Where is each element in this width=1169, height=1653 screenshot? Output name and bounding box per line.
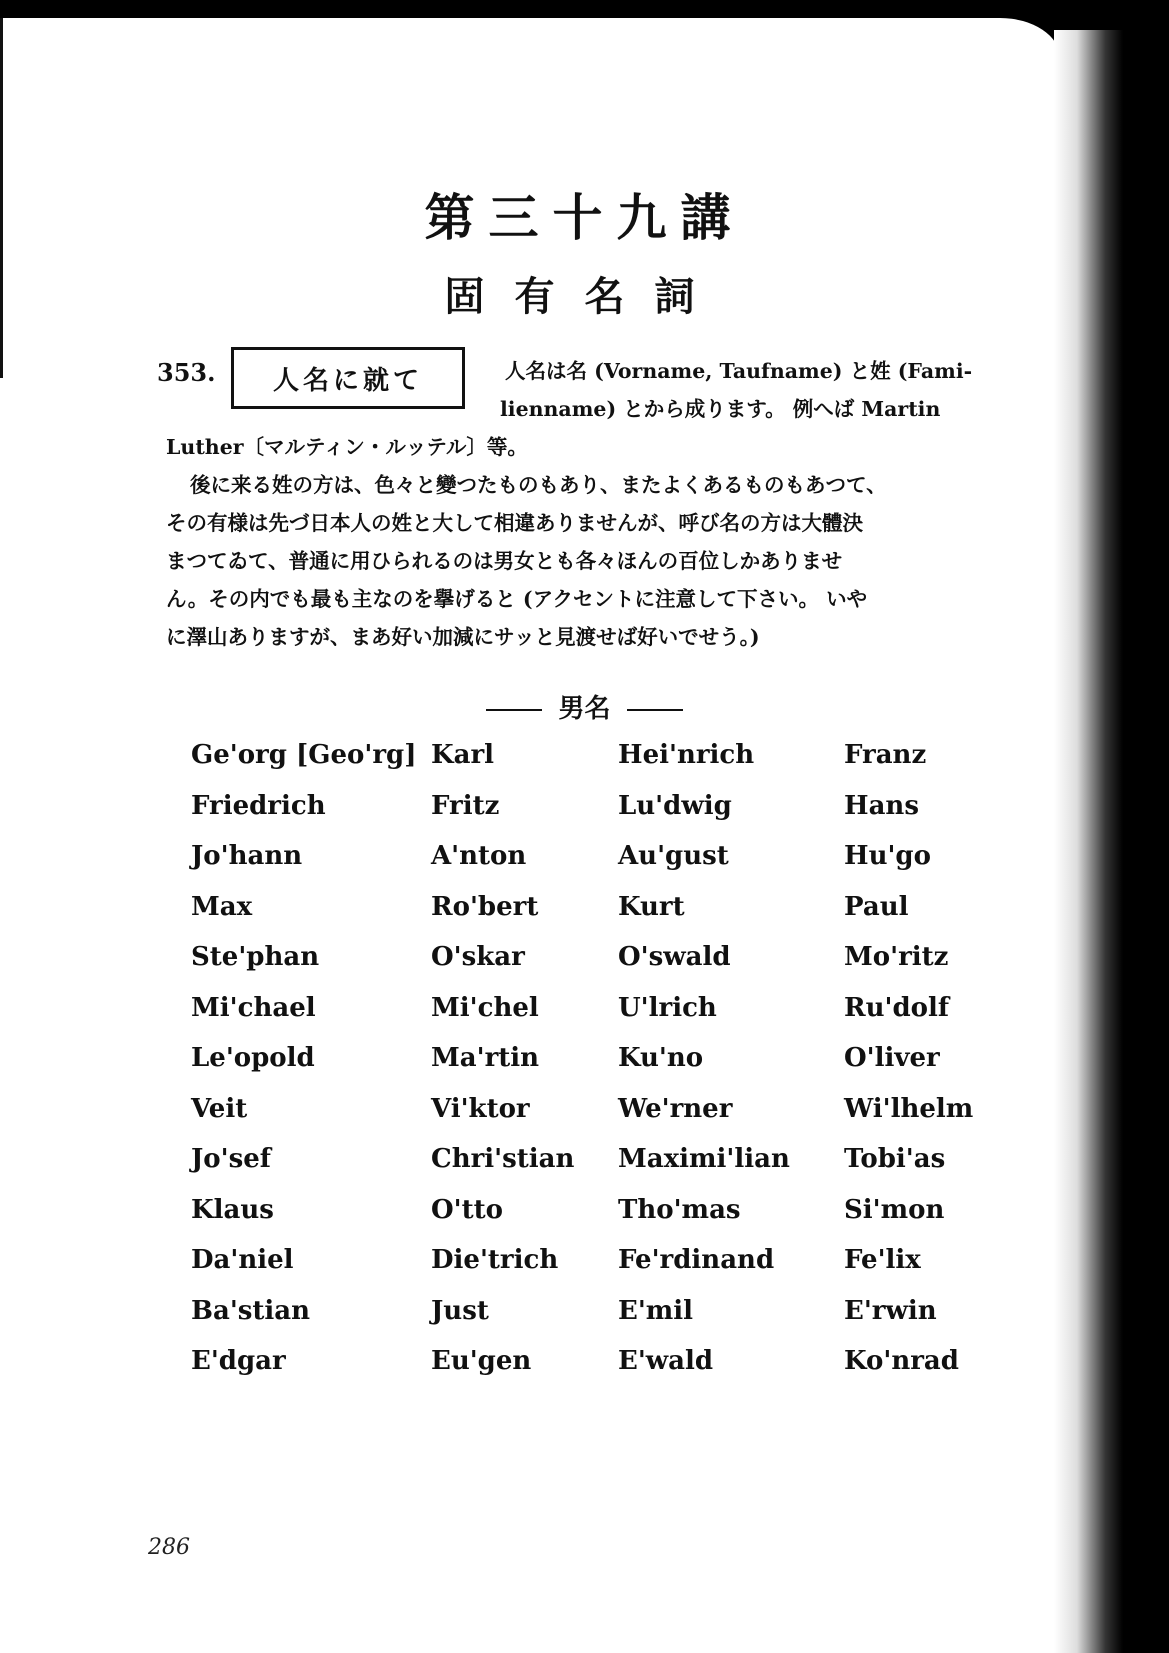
section-box-label: 人名に就て <box>231 347 465 409</box>
male-name: E'wald <box>618 1346 714 1376</box>
male-names-header <box>0 688 1169 725</box>
male-name: Jo'sef <box>191 1144 271 1174</box>
male-name: Fe'lix <box>844 1245 921 1275</box>
male-name: Friedrich <box>191 790 326 821</box>
male-name: Si'mon <box>844 1194 945 1225</box>
section-subtitle: 固有名詞 <box>444 273 725 320</box>
male-name: Lu'dwig <box>618 790 732 821</box>
male-name: Fe'rdinand <box>618 1245 775 1275</box>
chapter-title: 第三十九講 <box>424 188 745 247</box>
male-name: Chri'stian <box>431 1144 575 1174</box>
male-name: Karl <box>431 740 495 770</box>
male-names-header-label: 男名 <box>558 694 611 724</box>
header-dash-left <box>486 709 542 711</box>
paragraph-line: ん。その内でも最も主なのを擧げると (アクセントに注意して下さい。 いや <box>166 587 868 611</box>
male-name: Ma'rtin <box>431 1043 540 1073</box>
male-name: Maximi'lian <box>618 1144 790 1174</box>
book-page <box>0 18 1060 1653</box>
male-name: Franz <box>844 740 927 770</box>
section-number: 353. <box>157 358 216 387</box>
male-name: Da'niel <box>191 1245 294 1275</box>
paragraph-line: lienname) とから成ります。 例へば Martin <box>500 397 941 421</box>
male-name: Fritz <box>431 790 500 821</box>
paragraph-line: 後に来る姓の方は、色々と變つたものもあり、またよくあるものもあつて、 <box>190 473 887 497</box>
male-name: Klaus <box>191 1194 274 1225</box>
male-name: Mo'ritz <box>844 942 949 972</box>
male-name: Paul <box>844 891 909 922</box>
male-name: Die'trich <box>431 1245 559 1275</box>
male-name: U'lrich <box>618 992 717 1023</box>
male-name: Mi'chel <box>431 992 539 1023</box>
male-name: O'swald <box>618 942 731 972</box>
male-name: Kurt <box>618 891 685 922</box>
page-number: 286 <box>148 1535 190 1560</box>
male-name: Vi'ktor <box>431 1093 530 1124</box>
male-name: Ste'phan <box>191 942 320 972</box>
paragraph-line: その有様は先づ日本人の姓と大して相違ありませんが、呼び名の方は大體決 <box>166 511 863 535</box>
male-name: Mi'chael <box>191 992 316 1023</box>
male-name: Ko'nrad <box>844 1346 959 1376</box>
paragraph-line: Luther〔マルティン・ルッテル〕等。 <box>166 435 528 459</box>
paragraph-line: 人名は名 (Vorname, Taufname) と姓 (Fami- <box>505 359 973 383</box>
male-name: Au'gust <box>618 841 729 871</box>
male-name: Tobi'as <box>844 1144 946 1174</box>
male-name: Tho'mas <box>618 1194 741 1225</box>
male-name: Ge'org [Geo'rg] <box>191 740 417 770</box>
paragraph-line: まつてゐて、普通に用ひられるのは男女とも各々ほんの百位しかありませ <box>166 549 843 573</box>
male-name: E'rwin <box>844 1295 937 1326</box>
male-name: Hu'go <box>844 841 931 871</box>
paragraph-line: に澤山ありますが、まあ好い加減にサッと見渡せば好いでせう。) <box>166 625 760 649</box>
male-name: Ru'dolf <box>844 992 950 1023</box>
male-name: Just <box>431 1295 489 1326</box>
male-name: Ro'bert <box>431 891 539 922</box>
male-name: O'liver <box>844 1043 940 1073</box>
male-name: A'nton <box>431 841 527 871</box>
male-name: Ku'no <box>618 1043 704 1073</box>
male-name: Le'opold <box>191 1043 315 1073</box>
male-name: Wi'lhelm <box>844 1093 974 1124</box>
male-name: We'rner <box>618 1093 733 1124</box>
male-name: Eu'gen <box>431 1346 532 1376</box>
male-name: Ba'stian <box>191 1295 311 1326</box>
male-name: Veit <box>191 1093 248 1124</box>
header-dash-right <box>627 709 683 711</box>
male-name: E'dgar <box>191 1346 286 1376</box>
male-name: E'mil <box>618 1295 694 1326</box>
male-name: Hans <box>844 790 919 821</box>
male-name: Max <box>191 891 253 922</box>
male-name: Jo'hann <box>191 841 303 871</box>
male-name: O'skar <box>431 942 525 972</box>
male-name: O'tto <box>431 1194 503 1225</box>
male-name: Hei'nrich <box>618 740 755 770</box>
